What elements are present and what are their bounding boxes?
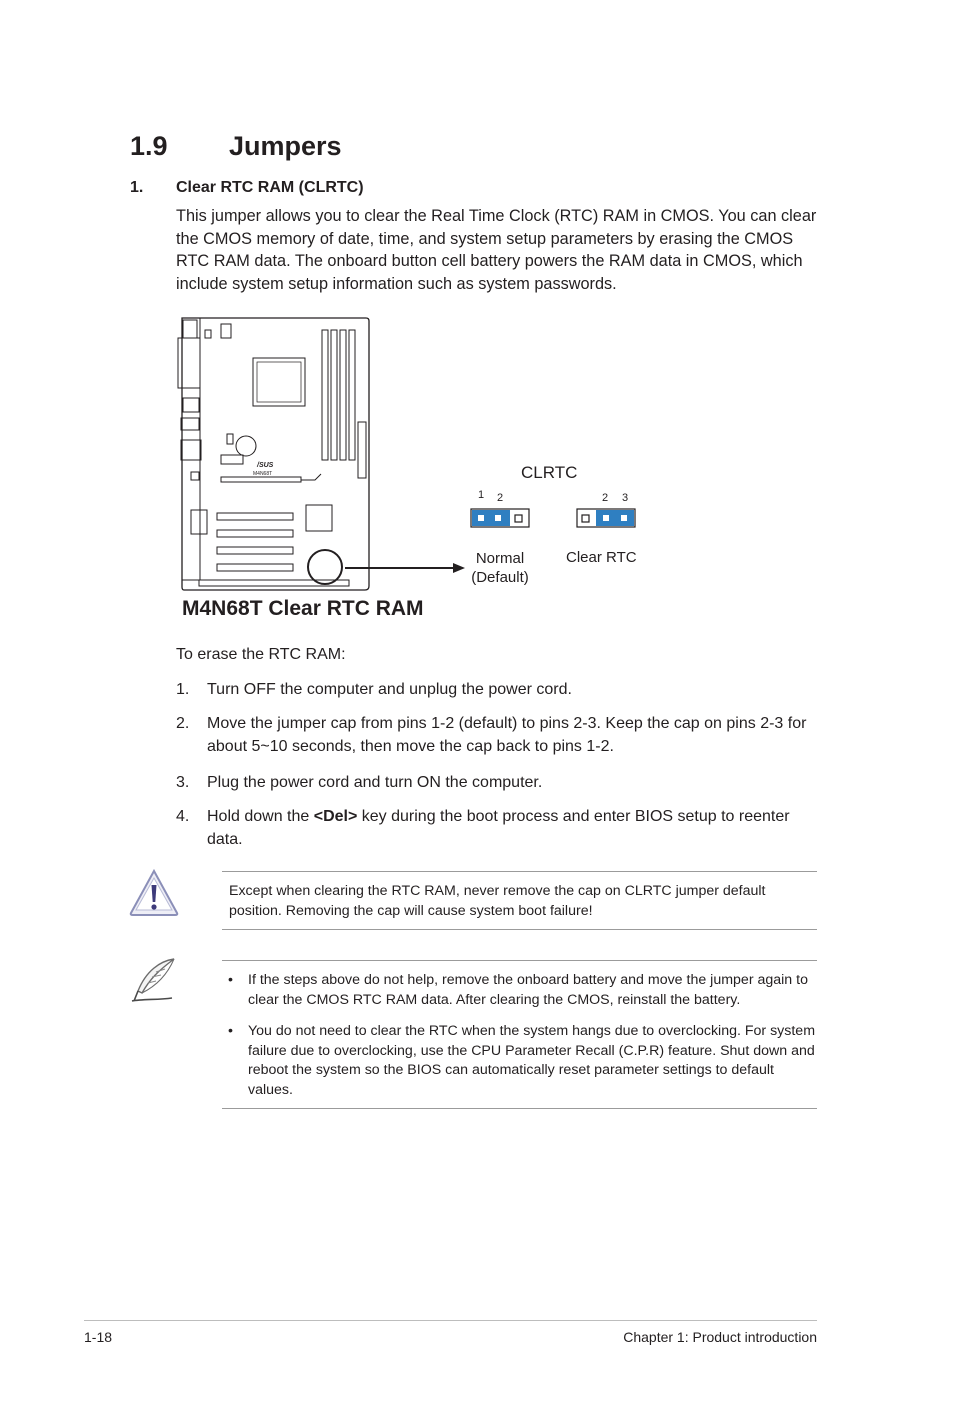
item-title: Clear RTC RAM (CLRTC): [176, 179, 364, 196]
item-number: 1.: [130, 179, 144, 196]
jumper-name: CLRTC: [521, 463, 578, 482]
del-key-label: <Del>: [313, 808, 358, 825]
jumper-normal-label: Normal (Default): [471, 550, 529, 586]
pin-label: 2: [497, 492, 504, 504]
section-title: Jumpers: [229, 131, 342, 161]
warning-triangle-icon: [128, 868, 180, 918]
pin-label: 3: [622, 492, 629, 504]
footer-rule: [84, 1320, 817, 1321]
board-model-label: M4N68T: [253, 471, 273, 477]
jumper-clear-diagram: [577, 509, 635, 527]
board-layout: [178, 318, 369, 590]
notes-top-rule: [222, 960, 817, 961]
pin-label: 1: [478, 489, 485, 501]
section-number: 1.9: [130, 131, 168, 161]
item-description: This jumper allows you to clear the Real Time Clock (RTC) RAM in CMOS. You can clear the CMOS memory of date, time, and system setup parameters by erasing the CMOS RTC RAM data. The onboard button cell battery powers the RAM data in CMOS, which include system setup information such as system passwords.: [176, 207, 817, 293]
jumper-normal-diagram: [471, 509, 529, 527]
chapter-label: Chapter 1: Product introduction: [623, 1329, 817, 1345]
figure-title: M4N68T Clear RTC RAM: [182, 597, 424, 620]
caution-bottom-rule: [222, 929, 817, 930]
pin-label: 2: [602, 492, 609, 504]
caution-text: Except when clearing the RTC RAM, never remove the cap on CLRTC jumper default position. Removing the cap will cause system boot failure!: [229, 883, 766, 919]
page-number: 1-18: [84, 1329, 113, 1345]
procedure-intro: To erase the RTC RAM:: [176, 646, 346, 663]
feather-quill-icon: [128, 955, 180, 1005]
caution-top-rule: [222, 871, 817, 872]
notes-bottom-rule: [222, 1108, 817, 1109]
board-brand-logo: /SUS: [257, 462, 274, 469]
jumper-clear-label: Clear RTC: [566, 549, 637, 566]
